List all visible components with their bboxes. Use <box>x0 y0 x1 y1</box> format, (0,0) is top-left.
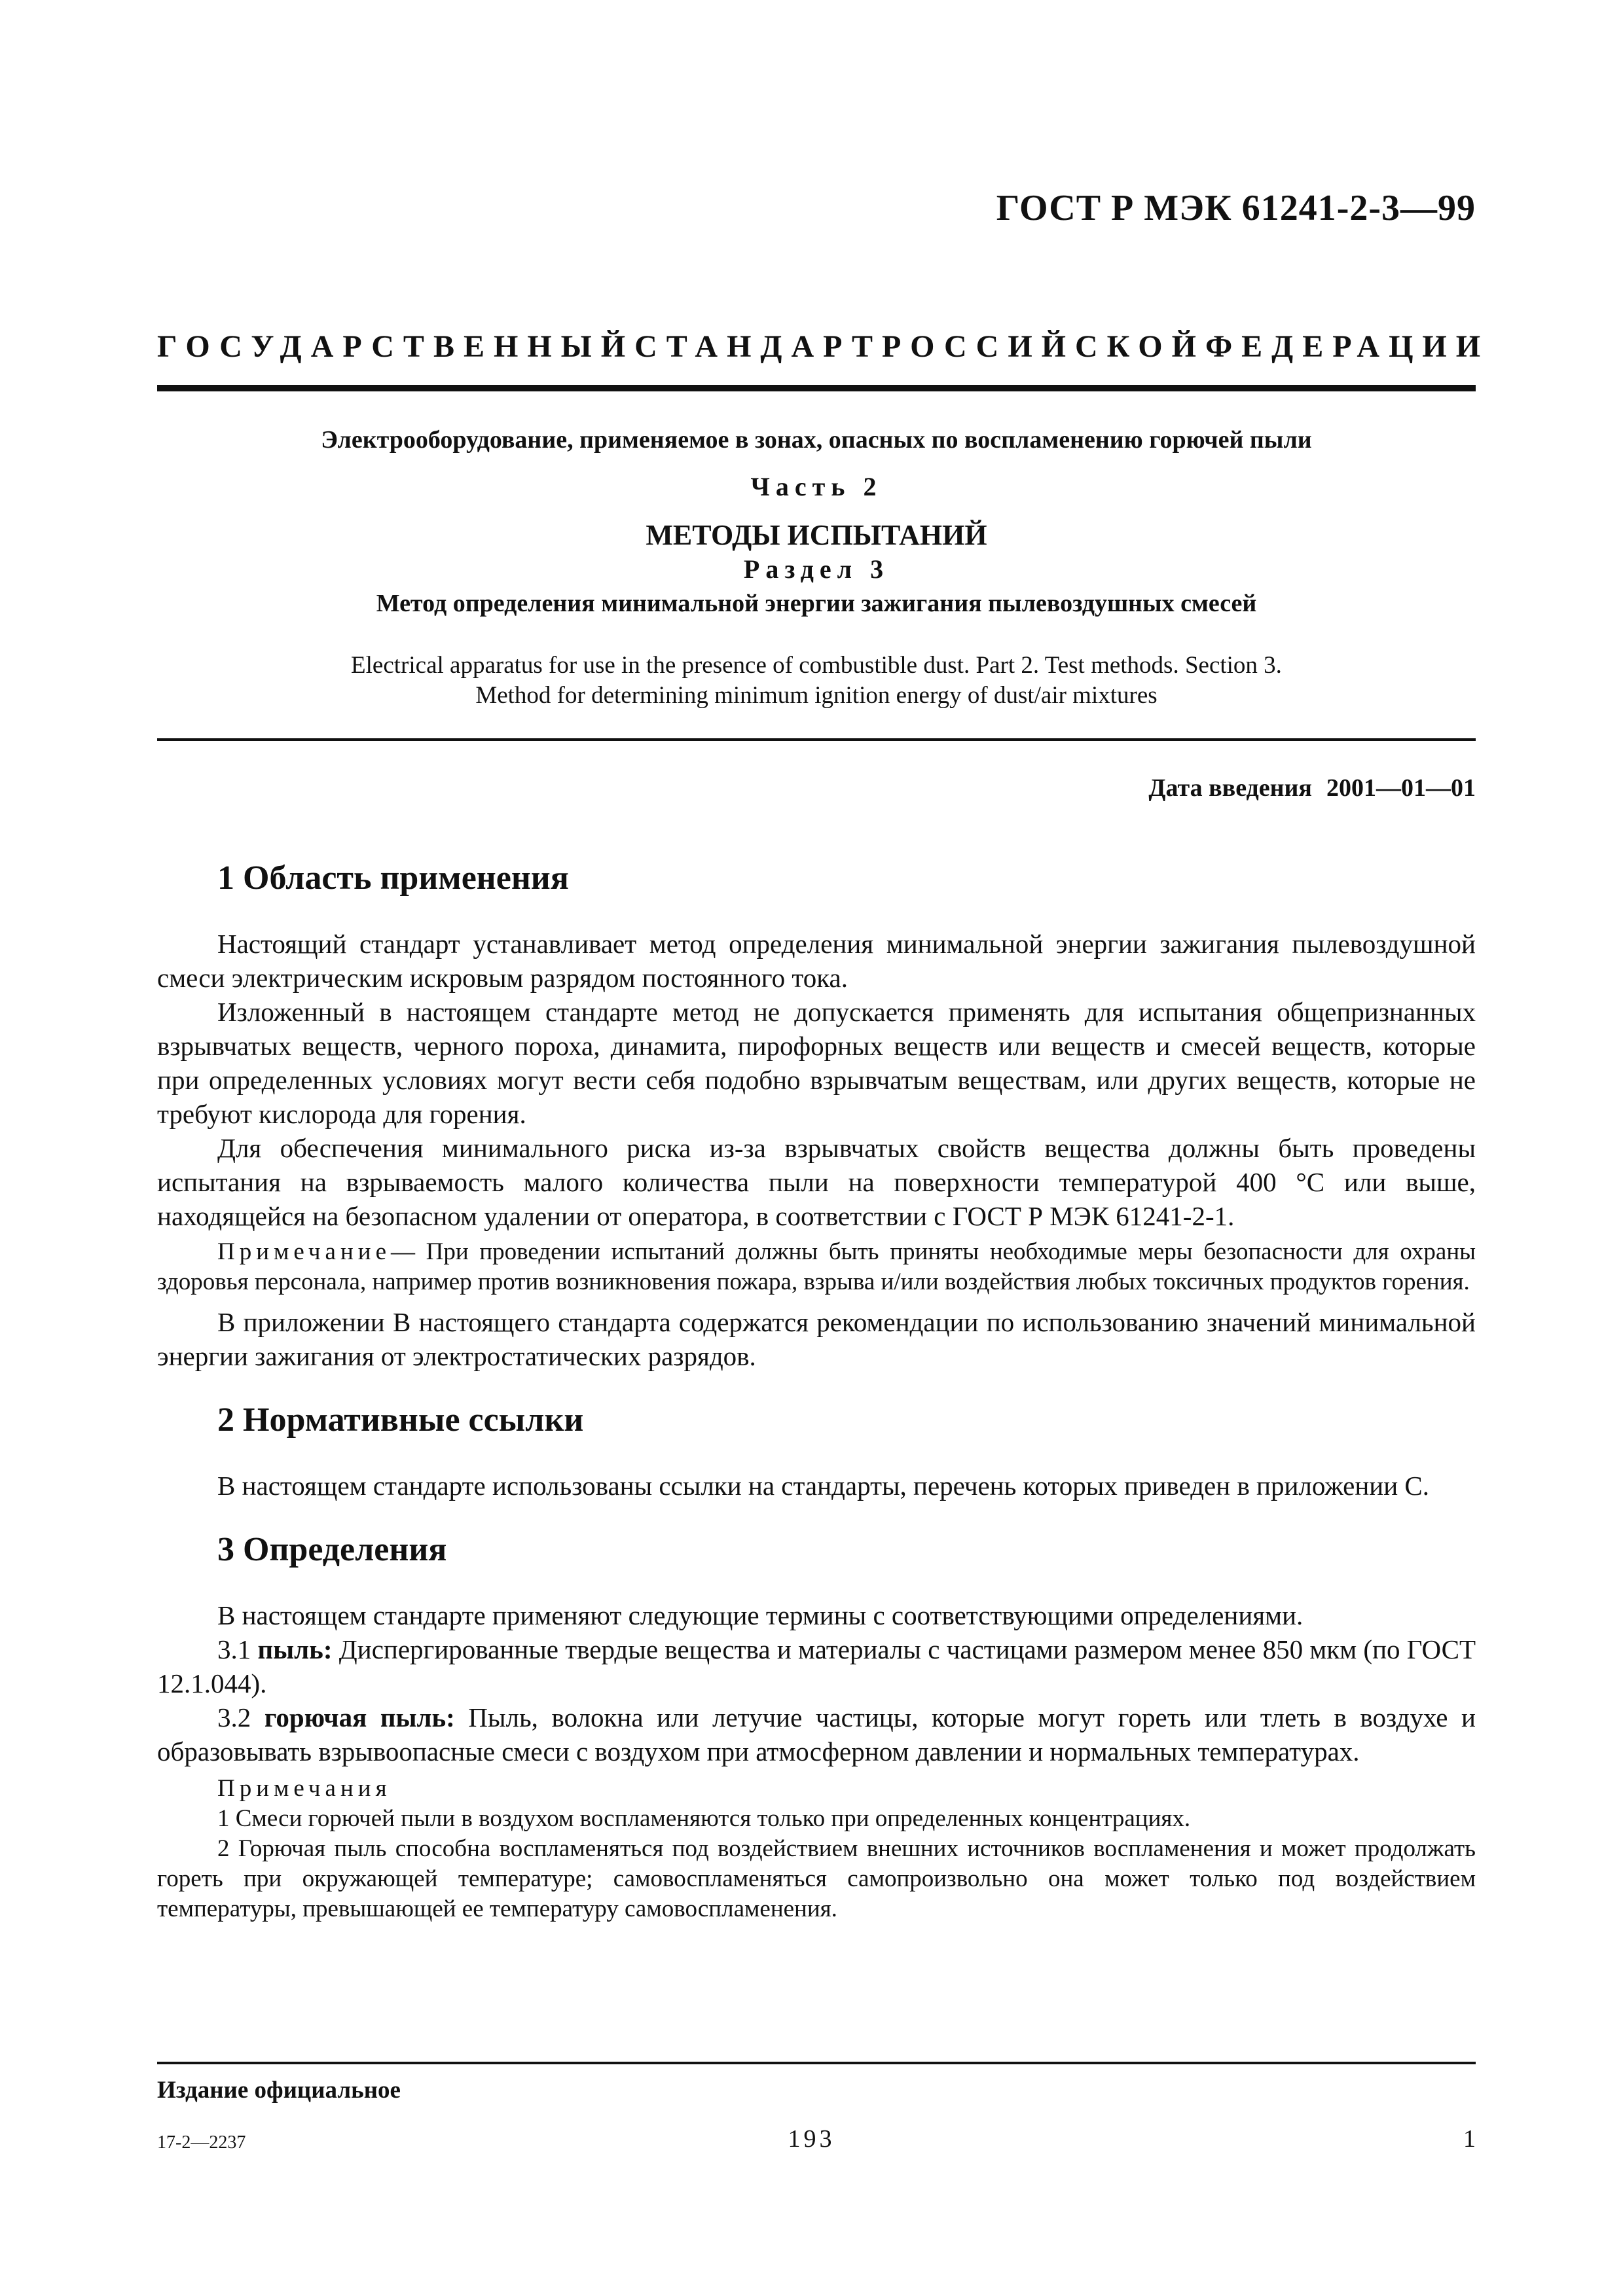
definition-term: пыль: <box>257 1634 333 1664</box>
state-standard-word: РОССИЙСКОЙ <box>882 329 1205 364</box>
title-divider <box>157 738 1476 741</box>
definition <box>157 1700 1476 1768</box>
definition-number: 3.1 <box>217 1634 251 1664</box>
note: 1 Смеси горючей пыли в воздухом воспламеняются только при определенных концентрациях. <box>217 1805 1191 1832</box>
page-number-center: 193 <box>788 2125 835 2153</box>
definition-text: Пыль, волокна или летучие частицы, которые могут гореть или тлеть в воздухе и образовывать взрывоопасные смеси с воздухом при атмосферном давлении и нормальных температурах. <box>157 1702 1476 1767</box>
gost-code: ГОСТ Р МЭК 61241-2-3—99 <box>996 188 1476 228</box>
order-code: 17-2—2237 <box>157 2132 246 2153</box>
edition-label: Издание официальное <box>157 2077 401 2104</box>
section-heading: 2 Нормативные ссылки <box>217 1401 584 1439</box>
note-label: Примечание <box>217 1238 391 1265</box>
header-divider <box>157 385 1476 391</box>
paragraph: В настоящем стандарте использованы ссылки на стандарты, перечень которых приведен в приложении С. <box>217 1471 1430 1501</box>
note-text: — При проведении испытаний должны быть приняты необходимые меры безопасности для охраны здоровья персонала, например против возникновения пожара, взрыва и/или воздействия любых токсичных продуктов горения. <box>157 1238 1476 1295</box>
note <box>157 1237 1476 1297</box>
document-title: Электрооборудование, применяемое в зонах, опасных по воспламенению горючей пыли <box>321 426 1312 454</box>
state-standard-word: ФЕДЕРАЦИИ <box>1205 329 1490 364</box>
note: 2 Горючая пыль способна воспламеняться под воздействием внешних источников воспламенения и может продолжать гореть при окружающей температуре; самовоспламеняться самопроизвольно она может только под воздействием температуры, превышающей ее температуру самовоспламенения. <box>157 1835 1476 1922</box>
methods-title: МЕТОДЫ ИСПЫТАНИЙ <box>646 519 987 551</box>
english-title <box>157 651 1476 711</box>
section-heading: 3 Определения <box>217 1531 447 1568</box>
definition-text: Диспергированные твердые вещества и материалы с частицами размером менее 850 мкм (по ГОСТ 12.1.044). <box>157 1634 1476 1698</box>
english-title-line: Electrical apparatus for use in the presence of combustible dust. Part 2. Test methods. Section 3. <box>351 652 1282 679</box>
document-body <box>157 857 1476 1924</box>
footer-divider <box>157 2062 1476 2064</box>
state-standard-word: СТАНДАРТ <box>634 329 883 364</box>
part-label: Часть 2 <box>750 472 883 501</box>
paragraph: В приложении В настоящего стандарта содержатся рекомендации по использованию значений минимальной энергии зажигания от электростатических разрядов. <box>157 1307 1476 1371</box>
intro-date-value: 2001—01—01 <box>1326 774 1476 802</box>
paragraph: Изложенный в настоящем стандарте метод не допускается применять для испытания общепризнанных взрывчатых веществ, черного пороха, динамита, пирофорных веществ или веществ и смесей веществ, которые при определенных условиях могут вести себя подобно взрывчатым веществам, или других веществ, которые не требуют кислорода для горения. <box>157 997 1476 1129</box>
definition-number: 3.2 <box>217 1702 251 1732</box>
notes-title: Примечания <box>217 1775 392 1802</box>
section-title: Метод определения минимальной энергии зажигания пылевоздушных смесей <box>376 590 1257 617</box>
intro-date <box>1148 774 1476 802</box>
section-label: Раздел 3 <box>743 554 890 584</box>
paragraph: Для обеспечения минимального риска из-за взрывчатых свойств вещества должны быть проведены испытания на взрываемость малого количества пыли на поверхности температурой 400 °С или выше, находящейся на безопасном удалении от оператора, в соответствии с ГОСТ Р МЭК 61241-2-1. <box>157 1133 1476 1231</box>
page-number-right: 1 <box>1463 2125 1476 2153</box>
section-heading: 1 Область применения <box>217 859 569 897</box>
english-title-line: Method for determining minimum ignition energy of dust/air mixtures <box>475 682 1158 709</box>
intro-date-label: Дата введения <box>1148 774 1312 802</box>
definition-term: горючая пыль: <box>264 1702 455 1732</box>
state-standard-word: ГОСУДАРСТВЕННЫЙ <box>157 329 635 364</box>
definition <box>157 1632 1476 1700</box>
state-standard-heading <box>157 329 1490 365</box>
paragraph: Настоящий стандарт устанавливает метод определения минимальной энергии зажигания пылевоздушной смеси электрическим искровым разрядом постоянного тока. <box>157 929 1476 993</box>
paragraph: В настоящем стандарте применяют следующие термины с соответствующими определениями. <box>217 1600 1304 1630</box>
